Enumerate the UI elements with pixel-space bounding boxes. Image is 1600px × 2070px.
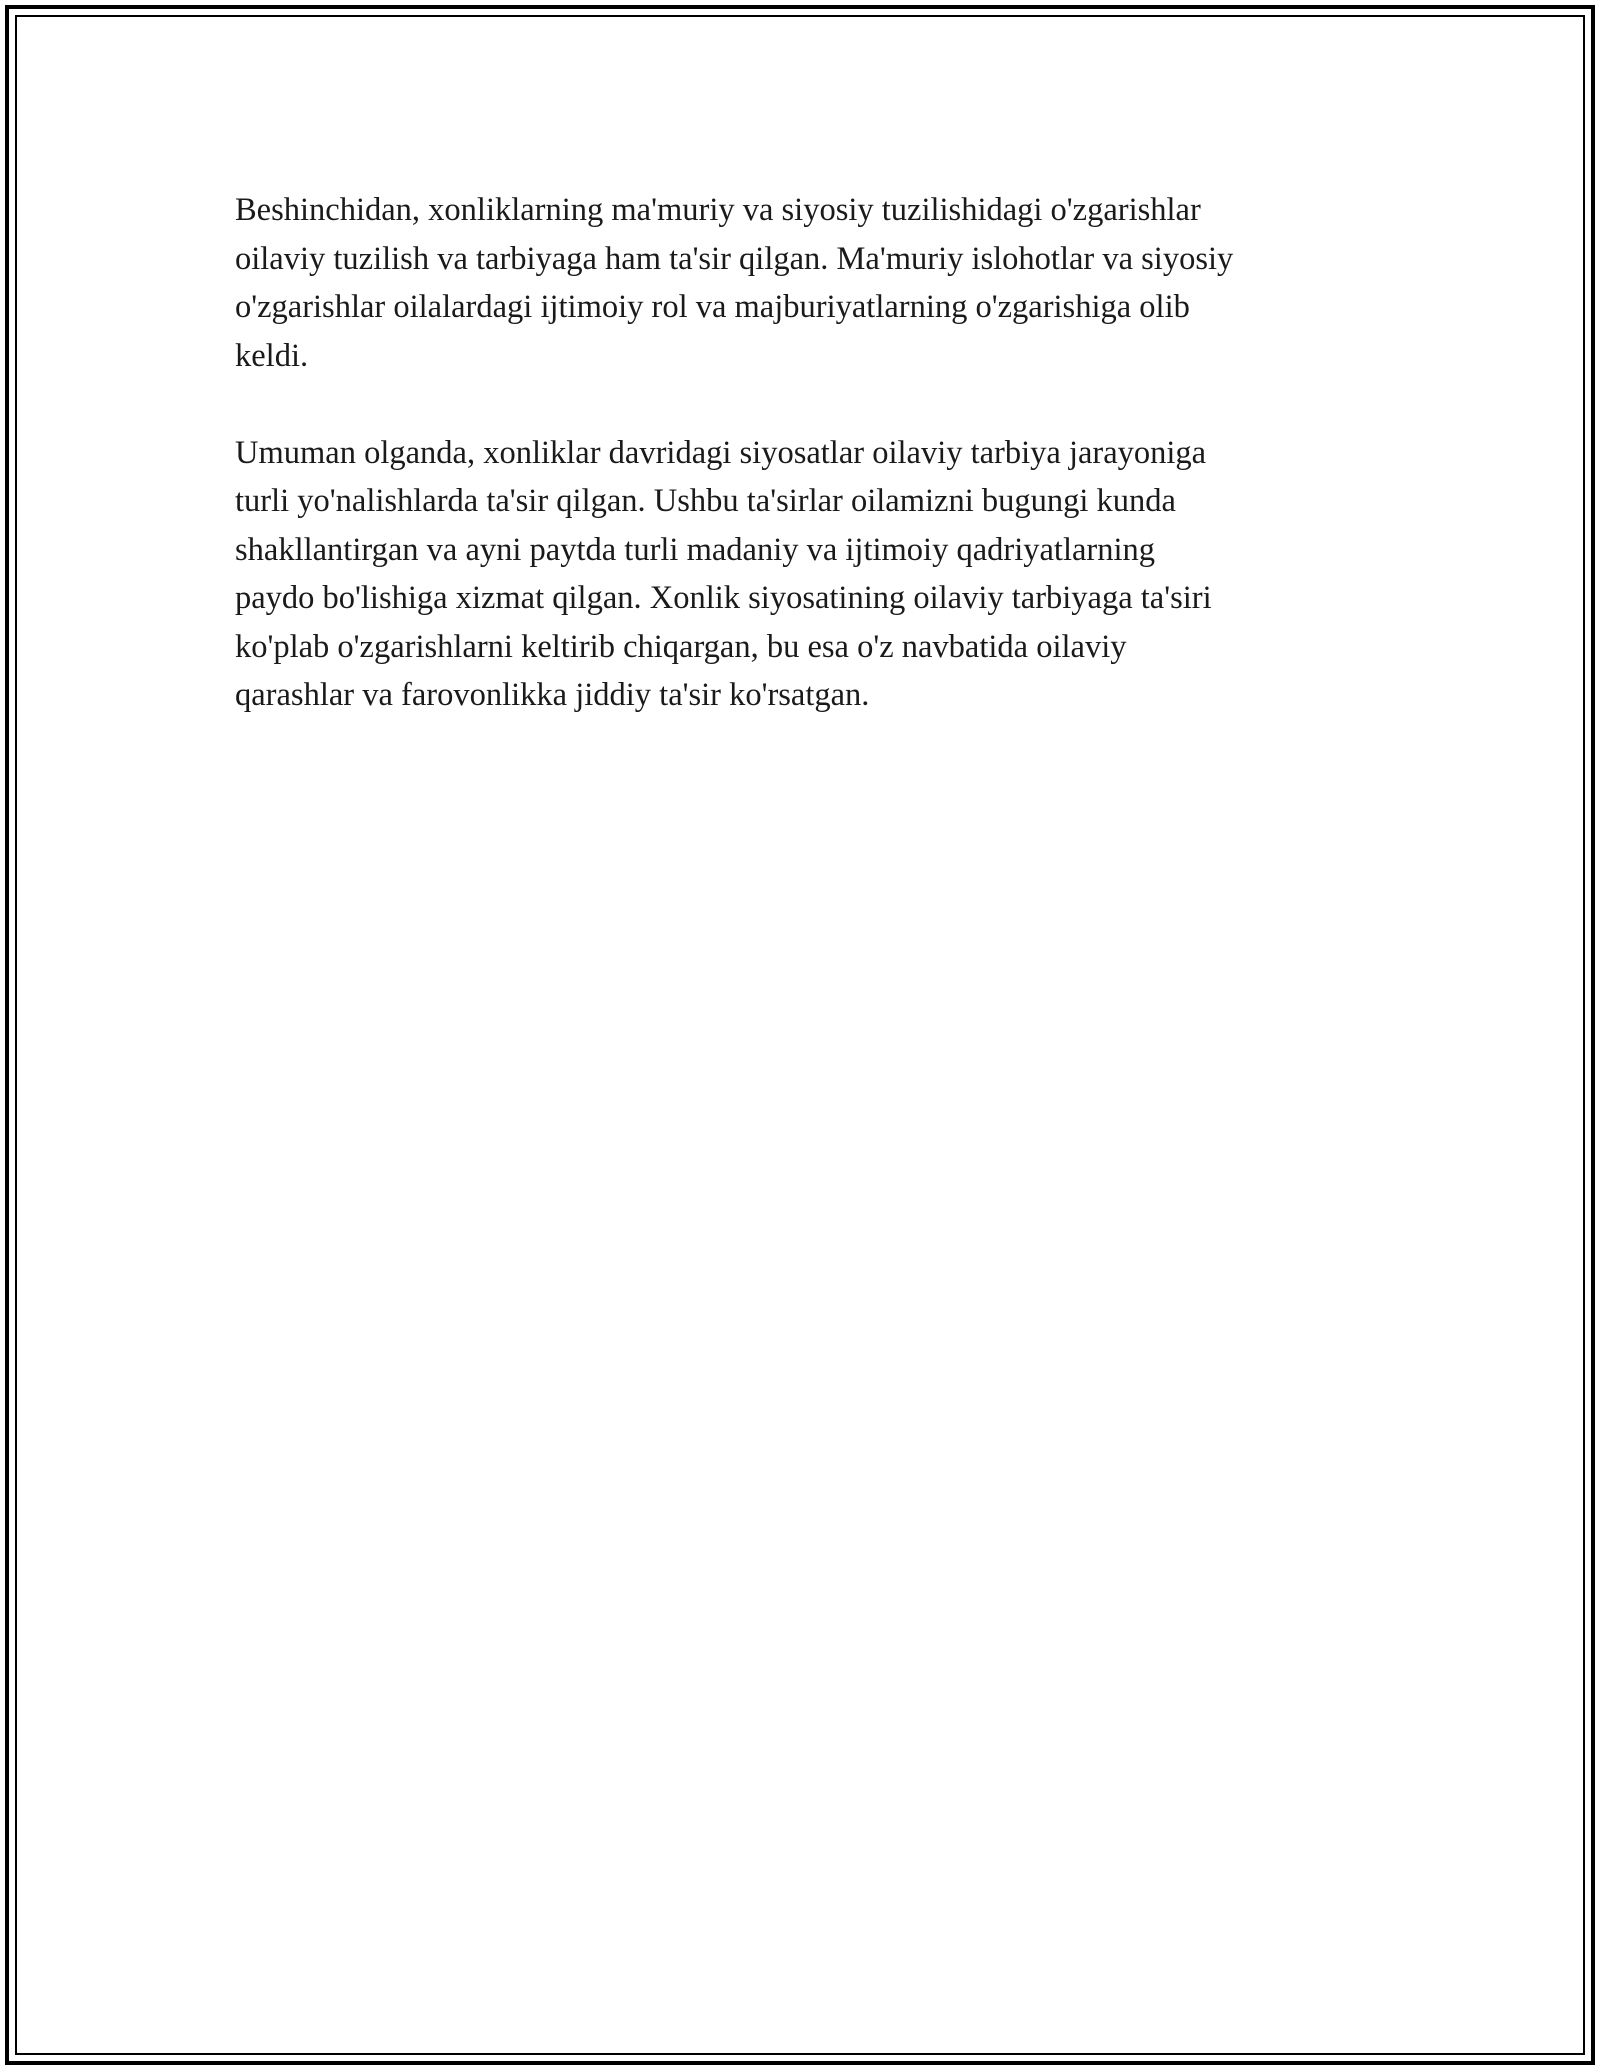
- paragraph-line: shakllantirgan va ayni paytda turli madaniy va ijtimoiy qadriyatlarning: [235, 531, 1155, 568]
- paragraph-2: [235, 429, 1385, 720]
- paragraph-1: [235, 186, 1385, 380]
- paragraph-line: ko'plab o'zgarishlarni keltirib chiqargan, bu esa o'z navbatida oilaviy: [235, 628, 1127, 665]
- paragraph-line: oilaviy tuzilish va tarbiyaga ham ta'sir qilgan. Ma'muriy islohotlar va siyosiy: [235, 240, 1234, 277]
- paragraph-line: Umuman olganda, xonliklar davridagi siyosatlar oilaviy tarbiya jarayoniga: [235, 434, 1207, 471]
- paragraph-line: o'zgarishlar oilalardagi ijtimoiy rol va majburiyatlarning o'zgarishiga olib: [235, 289, 1190, 325]
- document-body: [235, 186, 1385, 768]
- paragraph-line: keldi.: [235, 337, 309, 374]
- paragraph-line: Beshinchidan, xonliklarning ma'muriy va siyosiy tuzilishidagi o'zgarishlar: [235, 192, 1201, 228]
- paragraph-line: paydo bo'lishiga xizmat qilgan. Xonlik siyosatining oilaviy tarbiyaga ta'siri: [235, 580, 1212, 616]
- paragraph-line: turli yo'nalishlarda ta'sir qilgan. Ushbu ta'sirlar oilamizni bugungi kunda: [235, 483, 1176, 519]
- paragraph-line: qarashlar va farovonlikka jiddiy ta'sir ko'rsatgan.: [235, 677, 870, 713]
